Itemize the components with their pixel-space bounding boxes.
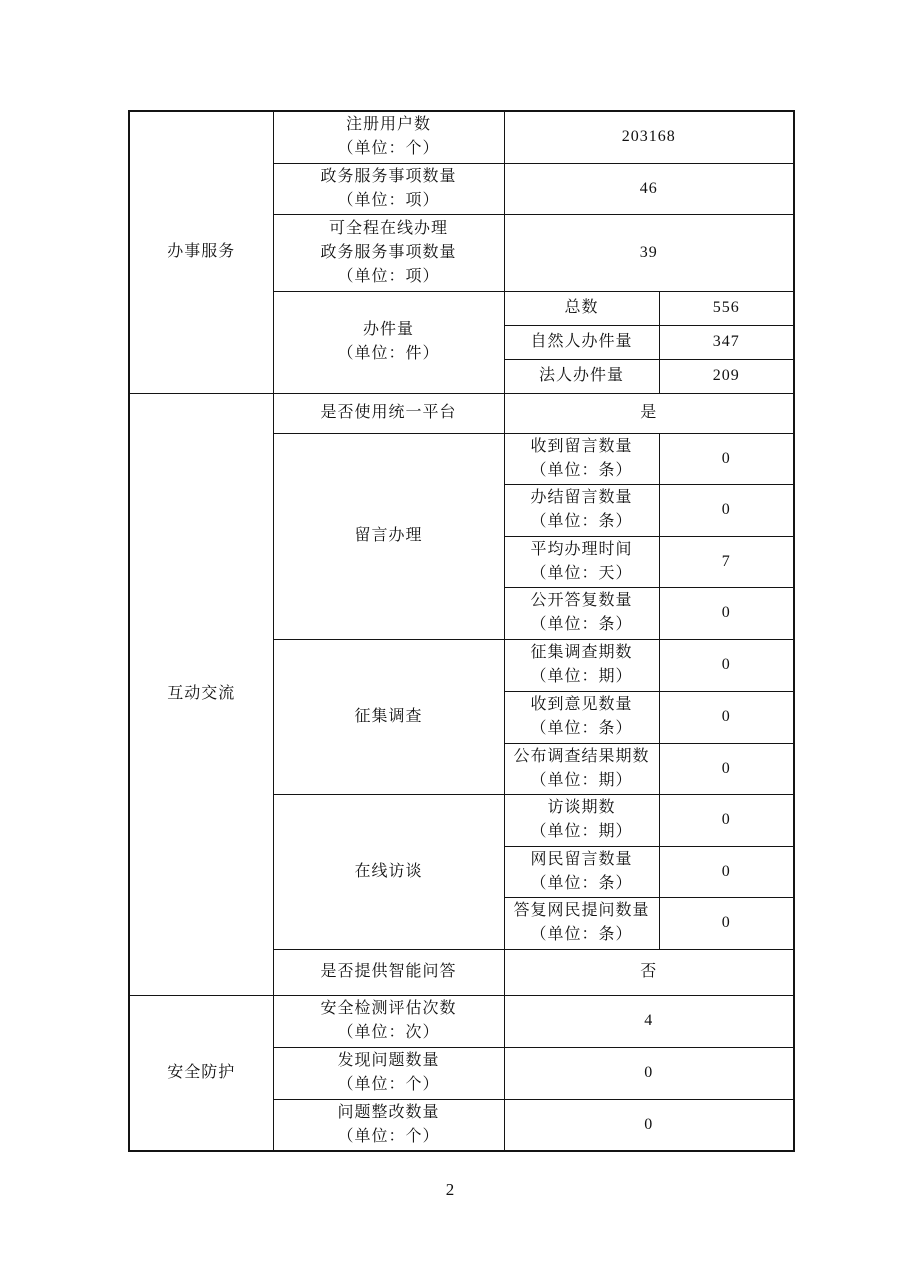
subrow-value-messages-completed: 0 bbox=[659, 484, 794, 536]
subrow-value-legal-person: 209 bbox=[659, 359, 794, 393]
subrow-value-natural-person: 347 bbox=[659, 325, 794, 359]
section-label-service: 办事服务 bbox=[129, 111, 273, 393]
metric-label-line: 征集调查期数 bbox=[530, 644, 633, 661]
subrow-value-interview-periods: 0 bbox=[659, 794, 794, 846]
metric-label-line: 办件量 bbox=[362, 321, 414, 338]
metric-unit-line: （单位：条） bbox=[530, 720, 633, 737]
subrow-label-survey-periods bbox=[504, 639, 659, 691]
annual-report-table bbox=[128, 110, 795, 1152]
metric-value-security-assessments: 4 bbox=[504, 995, 794, 1047]
metric-label-smart-qa: 是否提供智能问答 bbox=[273, 949, 504, 995]
metric-label-online-service-items bbox=[273, 214, 504, 291]
metric-value-problems-rectified: 0 bbox=[504, 1099, 794, 1151]
metric-unit-line: （单位：个） bbox=[337, 1127, 440, 1145]
subrow-label-messages-completed bbox=[504, 484, 659, 536]
subrow-label-netizen-messages bbox=[504, 846, 659, 897]
group-label-survey: 征集调查 bbox=[273, 639, 504, 794]
subrow-value-messages-received: 0 bbox=[659, 433, 794, 484]
metric-label-problems-rectified bbox=[273, 1099, 504, 1151]
metric-unit-line: （单位：条） bbox=[530, 461, 633, 479]
metric-unit-line: （单位：条） bbox=[530, 926, 633, 943]
metric-label-line: 发现问题数量 bbox=[337, 1052, 440, 1069]
metric-unit-line: （单位：次） bbox=[337, 1024, 440, 1041]
subrow-label-netizen-questions-answered bbox=[504, 897, 659, 949]
metric-value-online-service-items: 39 bbox=[504, 214, 794, 291]
subrow-label-public-replies bbox=[504, 587, 659, 639]
subrow-value-public-replies: 0 bbox=[659, 587, 794, 639]
metric-value-service-items: 46 bbox=[504, 163, 794, 214]
metric-label-line: 可全程在线办理 bbox=[328, 219, 448, 237]
metric-value-unified-platform: 是 bbox=[504, 393, 794, 433]
subrow-label-average-handling-time bbox=[504, 536, 659, 587]
subrow-label-interview-periods bbox=[504, 794, 659, 846]
metric-label-line: 答复网民提问数量 bbox=[513, 902, 650, 919]
subrow-label-opinions-received bbox=[504, 691, 659, 743]
metric-unit-line: （单位：天） bbox=[530, 564, 633, 582]
metric-label-line: 公布调查结果期数 bbox=[513, 747, 650, 765]
subrow-label-legal-person: 法人办件量 bbox=[504, 359, 659, 393]
metric-unit-line: （单位：件） bbox=[337, 345, 440, 362]
group-label-online-interview: 在线访谈 bbox=[273, 794, 504, 949]
metric-unit-line: （单位：个） bbox=[337, 140, 440, 158]
metric-label-line: 访谈期数 bbox=[547, 799, 616, 816]
metric-label-registered-users bbox=[273, 111, 504, 163]
section-label-interaction: 互动交流 bbox=[129, 393, 273, 995]
metric-label-line: 政务服务事项数量 bbox=[320, 243, 457, 261]
metric-label-service-items bbox=[273, 163, 504, 214]
subrow-value-total: 556 bbox=[659, 291, 794, 325]
subrow-label-natural-person: 自然人办件量 bbox=[504, 325, 659, 359]
group-label-case-volume bbox=[273, 291, 504, 393]
metric-value-problems-found: 0 bbox=[504, 1047, 794, 1099]
metric-unit-line: （单位：条） bbox=[530, 874, 633, 892]
metric-unit-line: （单位：期） bbox=[530, 668, 633, 685]
metric-value-registered-users: 203168 bbox=[504, 111, 794, 163]
section-label-security: 安全防护 bbox=[129, 995, 273, 1151]
metric-label-line: 收到意见数量 bbox=[530, 696, 633, 713]
subrow-label-survey-results-published bbox=[504, 743, 659, 794]
metric-label-problems-found bbox=[273, 1047, 504, 1099]
subrow-value-netizen-questions-answered: 0 bbox=[659, 897, 794, 949]
group-label-message-handling: 留言办理 bbox=[273, 433, 504, 639]
metric-label-security-assessments bbox=[273, 995, 504, 1047]
metric-unit-line: （单位：条） bbox=[530, 513, 633, 530]
metric-label-line: 收到留言数量 bbox=[530, 437, 633, 455]
metric-label-unified-platform: 是否使用统一平台 bbox=[273, 393, 504, 433]
metric-label-line: 办结留言数量 bbox=[530, 489, 633, 506]
metric-unit-line: （单位：期） bbox=[530, 771, 633, 789]
metric-label-line: 安全检测评估次数 bbox=[320, 1000, 457, 1017]
metric-label-line: 政务服务事项数量 bbox=[320, 167, 457, 185]
metric-unit-line: （单位：期） bbox=[530, 823, 633, 840]
metric-unit-line: （单位：项） bbox=[337, 191, 440, 209]
metric-label-line: 网民留言数量 bbox=[530, 850, 633, 868]
metric-label-line: 公开答复数量 bbox=[530, 592, 633, 609]
metric-label-line: 注册用户数 bbox=[345, 116, 431, 134]
metric-unit-line: （单位：条） bbox=[530, 616, 633, 633]
metric-label-line: 平均办理时间 bbox=[530, 540, 633, 558]
subrow-label-total: 总数 bbox=[504, 291, 659, 325]
subrow-value-survey-periods: 0 bbox=[659, 639, 794, 691]
metric-label-line: 问题整改数量 bbox=[337, 1103, 440, 1121]
metric-unit-line: （单位：项） bbox=[337, 267, 440, 285]
subrow-value-netizen-messages: 0 bbox=[659, 846, 794, 897]
metric-value-smart-qa: 否 bbox=[504, 949, 794, 995]
metric-unit-line: （单位：个） bbox=[337, 1076, 440, 1093]
subrow-label-messages-received bbox=[504, 433, 659, 484]
subrow-value-survey-results-published: 0 bbox=[659, 743, 794, 794]
subrow-value-opinions-received: 0 bbox=[659, 691, 794, 743]
page-number: 2 bbox=[445, 1180, 455, 1199]
subrow-value-average-handling-time: 7 bbox=[659, 536, 794, 587]
